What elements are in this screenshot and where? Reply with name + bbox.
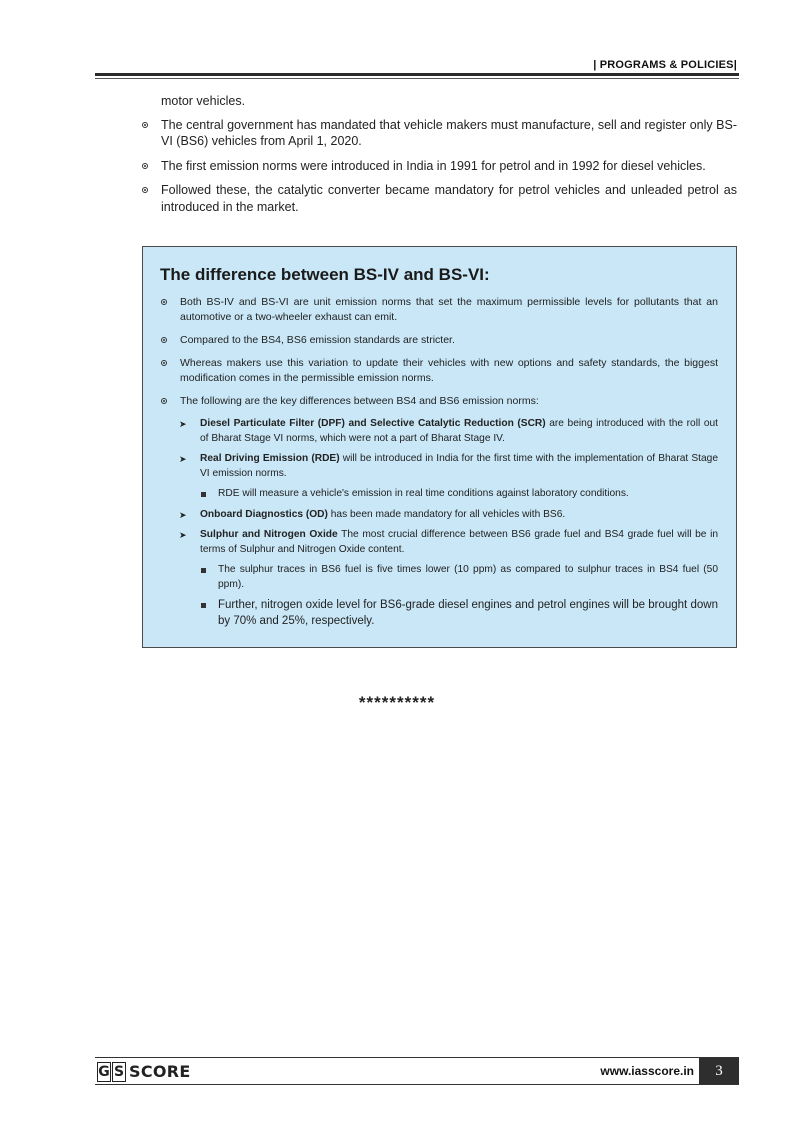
section-header: | PROGRAMS & POLICIES| xyxy=(593,59,737,71)
difference-item: ➤ Diesel Particulate Filter (DPF) and Selective Catalytic Reduction (SCR) are being introduced with the roll out of Bharat Stage VI norms, which were not a part of Bharat Stage IV. xyxy=(179,418,718,444)
info-box xyxy=(142,246,737,648)
arrow-bullet-icon: ➤ xyxy=(179,454,187,464)
square-bullet-icon xyxy=(201,603,206,608)
arrow-bullet-icon: ➤ xyxy=(179,530,187,540)
bullet-icon xyxy=(161,398,167,404)
sub-point: Further, nitrogen oxide level for BS6-grade diesel engines and petrol engines will be brought down by 70% and 25%, respectively. xyxy=(160,598,718,629)
page-number: 3 xyxy=(699,1058,739,1084)
bullet-icon xyxy=(142,163,148,169)
box-title: The difference between BS-IV and BS-VI: xyxy=(160,265,490,284)
arrow-bullet-icon: ➤ xyxy=(179,509,187,520)
difference-item: ➤ Real Driving Emission (RDE) will be introduced in India for the first time with the implementation of Bharat Stage VI emission norms. xyxy=(179,453,718,479)
bullet-icon xyxy=(142,187,148,193)
intro-section xyxy=(141,93,737,223)
list-item: Whereas makers use this variation to update their vehicles with new options and safety standards, the biggest modification comes in the permissible emission norms. xyxy=(160,356,718,386)
difference-item: ➤ Onboard Diagnostics (OD) has been made mandatory for all vehicles with BS6. xyxy=(160,508,718,523)
list-item: The following are the key differences between BS4 and BS6 emission norms: xyxy=(160,394,718,409)
list-item: Compared to the BS4, BS6 emission standards are stricter. xyxy=(160,333,718,348)
gs-score-logo: G S SCORE xyxy=(98,1062,191,1081)
bullet-icon xyxy=(161,337,167,343)
square-bullet-icon xyxy=(201,568,206,573)
list-item: The central government has mandated that vehicle makers must manufacture, sell and register only BS-VI (BS6) vehicles from April 1, 2020. xyxy=(141,117,737,150)
square-bullet-icon xyxy=(201,492,206,497)
list-item: The first emission norms were introduced in India in 1991 for petrol and in 1992 for diesel vehicles. xyxy=(141,158,737,175)
difference-item: ➤ Sulphur and Nitrogen Oxide The most crucial difference between BS6 grade fuel and BS4 grade fuel will be in terms of Sulphur and Nitrogen Oxide content. xyxy=(179,529,718,555)
website-url: www.iasscore.in xyxy=(600,1064,694,1078)
header-rule-thin xyxy=(95,78,739,79)
list-item: Followed these, the catalytic converter became mandatory for petrol vehicles and unleaded petrol as introduced in the market. xyxy=(141,182,737,215)
sub-point: The sulphur traces in BS6 fuel is five times lower (10 ppm) as compared to sulphur traces in BS4 fuel (50 ppm). xyxy=(160,563,718,592)
header-rule xyxy=(95,73,739,76)
sub-point: RDE will measure a vehicle's emission in real time conditions against laboratory conditions. xyxy=(160,487,718,502)
bullet-icon xyxy=(161,299,167,305)
section-separator: ********** xyxy=(358,693,436,712)
bullet-icon xyxy=(142,122,148,128)
bullet-icon xyxy=(161,360,167,366)
footer-rule-bottom xyxy=(95,1084,739,1085)
list-item: Both BS-IV and BS-VI are unit emission norms that set the maximum permissible levels for pollutants that an automotive or a two-wheeler exhaust can emit. xyxy=(160,295,718,325)
footer-rule xyxy=(95,1057,739,1058)
arrow-bullet-icon: ➤ xyxy=(179,419,187,429)
continuation-text: motor vehicles. xyxy=(161,94,246,108)
